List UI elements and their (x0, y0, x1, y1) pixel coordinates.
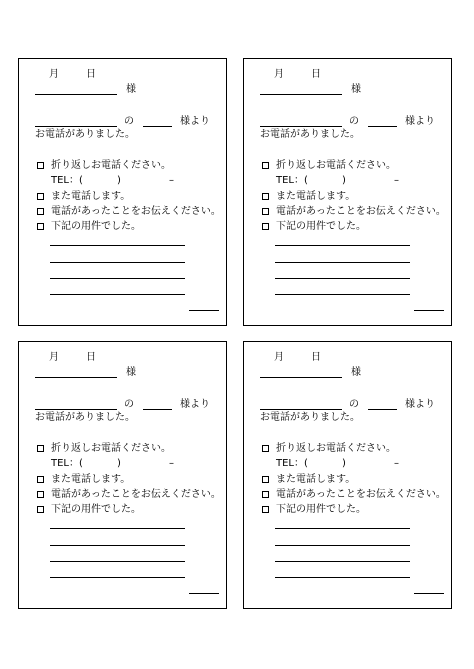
called-text: お電話がありました。 (35, 412, 135, 423)
checkbox-tell-them[interactable] (262, 491, 269, 498)
message-line-4[interactable] (50, 577, 185, 578)
tel-label: TEL：( (51, 458, 83, 469)
sama-label: 様 (351, 367, 361, 378)
message-line-3[interactable] (50, 561, 185, 562)
item-will-call-again: また電話します。 (51, 474, 131, 485)
checkbox-call-back[interactable] (262, 162, 269, 169)
no-label: の (349, 399, 359, 410)
tel-label: TEL：( (51, 175, 83, 186)
item-call-back: 折り返しお電話ください。 (51, 160, 171, 171)
called-text: お電話がありました。 (260, 129, 360, 140)
sama-yori-label: 様より (180, 399, 210, 410)
checkbox-tell-them[interactable] (37, 491, 44, 498)
month-label: 月 (274, 352, 284, 363)
checkbox-call-back[interactable] (37, 162, 44, 169)
caller-company-line[interactable] (35, 126, 117, 127)
phone-memo-card (18, 58, 227, 326)
tel-label: TEL：( (276, 175, 308, 186)
phone-memo-card (243, 341, 452, 609)
message-line-4[interactable] (275, 294, 410, 295)
tel-label: TEL：( (276, 458, 308, 469)
checkbox-call-back[interactable] (37, 445, 44, 452)
checkbox-message-below[interactable] (262, 223, 269, 230)
sama-label: 様 (351, 84, 361, 95)
item-message-below: 下記の用件でした。 (51, 504, 141, 515)
message-line-4[interactable] (275, 577, 410, 578)
item-message-below: 下記の用件でした。 (51, 221, 141, 232)
called-text: お電話がありました。 (35, 129, 135, 140)
message-line-1[interactable] (275, 245, 410, 246)
item-will-call-again: また電話します。 (51, 191, 131, 202)
message-line-3[interactable] (275, 278, 410, 279)
taker-signature-line[interactable] (189, 310, 219, 311)
checkbox-tell-them[interactable] (262, 208, 269, 215)
message-line-1[interactable] (50, 245, 185, 246)
sama-yori-label: 様より (180, 116, 210, 127)
checkbox-message-below[interactable] (262, 506, 269, 513)
caller-company-line[interactable] (260, 126, 342, 127)
recipient-line[interactable] (260, 94, 342, 95)
tel-dash: – (394, 175, 399, 186)
tel-close-paren: ) (117, 175, 121, 186)
phone-memo-card (18, 341, 227, 609)
message-line-2[interactable] (50, 262, 185, 263)
day-label: 日 (311, 352, 321, 363)
recipient-line[interactable] (35, 377, 117, 378)
day-label: 日 (311, 69, 321, 80)
recipient-line[interactable] (260, 377, 342, 378)
item-will-call-again: また電話します。 (276, 191, 356, 202)
item-call-back: 折り返しお電話ください。 (276, 160, 396, 171)
caller-company-line[interactable] (35, 409, 117, 410)
caller-name-line[interactable] (143, 409, 172, 410)
message-line-4[interactable] (50, 294, 185, 295)
message-line-2[interactable] (275, 262, 410, 263)
month-label: 月 (49, 352, 59, 363)
item-tell-them: 電話があったことをお伝えください。 (276, 206, 446, 217)
month-label: 月 (49, 69, 59, 80)
caller-company-line[interactable] (260, 409, 342, 410)
tel-dash: – (169, 458, 174, 469)
item-message-below: 下記の用件でした。 (276, 221, 366, 232)
checkbox-message-below[interactable] (37, 223, 44, 230)
message-line-2[interactable] (275, 545, 410, 546)
message-line-2[interactable] (50, 545, 185, 546)
checkbox-tell-them[interactable] (37, 208, 44, 215)
checkbox-message-below[interactable] (37, 506, 44, 513)
caller-name-line[interactable] (368, 409, 397, 410)
item-tell-them: 電話があったことをお伝えください。 (51, 206, 221, 217)
checkbox-will-call-again[interactable] (37, 193, 44, 200)
called-text: お電話がありました。 (260, 412, 360, 423)
message-line-3[interactable] (275, 561, 410, 562)
message-line-1[interactable] (275, 528, 410, 529)
caller-name-line[interactable] (368, 126, 397, 127)
recipient-line[interactable] (35, 94, 117, 95)
item-message-below: 下記の用件でした。 (276, 504, 366, 515)
checkbox-will-call-again[interactable] (37, 476, 44, 483)
tel-close-paren: ) (342, 175, 346, 186)
taker-signature-line[interactable] (414, 593, 444, 594)
phone-memo-card (243, 58, 452, 326)
tel-dash: – (394, 458, 399, 469)
month-label: 月 (274, 69, 284, 80)
sama-yori-label: 様より (405, 116, 435, 127)
taker-signature-line[interactable] (189, 593, 219, 594)
no-label: の (124, 116, 134, 127)
no-label: の (124, 399, 134, 410)
item-call-back: 折り返しお電話ください。 (276, 443, 396, 454)
tel-dash: – (169, 175, 174, 186)
message-line-1[interactable] (50, 528, 185, 529)
day-label: 日 (86, 352, 96, 363)
item-call-back: 折り返しお電話ください。 (51, 443, 171, 454)
checkbox-will-call-again[interactable] (262, 193, 269, 200)
taker-signature-line[interactable] (414, 310, 444, 311)
checkbox-call-back[interactable] (262, 445, 269, 452)
item-will-call-again: また電話します。 (276, 474, 356, 485)
no-label: の (349, 116, 359, 127)
item-tell-them: 電話があったことをお伝えください。 (276, 489, 446, 500)
sama-label: 様 (126, 367, 136, 378)
item-tell-them: 電話があったことをお伝えください。 (51, 489, 221, 500)
caller-name-line[interactable] (143, 126, 172, 127)
checkbox-will-call-again[interactable] (262, 476, 269, 483)
sama-label: 様 (126, 84, 136, 95)
day-label: 日 (86, 69, 96, 80)
sama-yori-label: 様より (405, 399, 435, 410)
message-line-3[interactable] (50, 278, 185, 279)
tel-close-paren: ) (117, 458, 121, 469)
tel-close-paren: ) (342, 458, 346, 469)
